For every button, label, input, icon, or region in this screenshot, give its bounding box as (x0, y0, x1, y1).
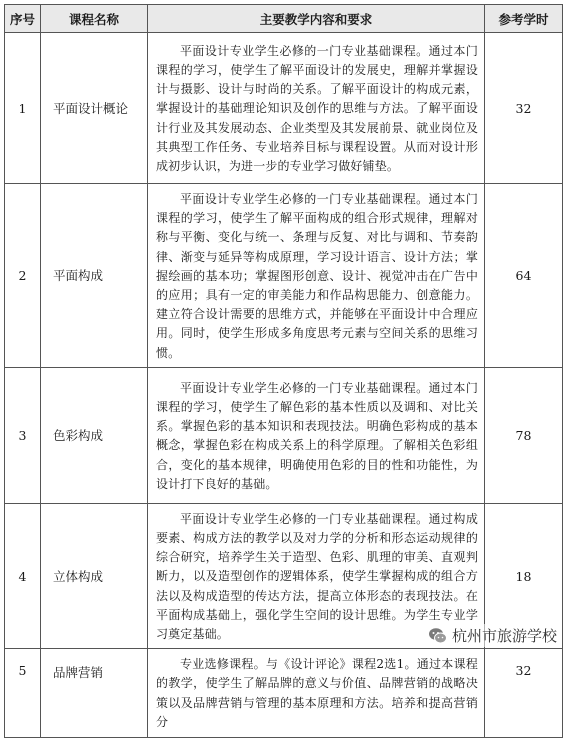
course-content: 专业选修课程。与《设计评论》课程2选1。通过本课程的教学，使学生了解品牌的意义与价值、品牌营销的战略决策以及品牌营销与管理的基本原理和方法。培养和提高营销分 (148, 649, 485, 738)
course-content: 平面设计专业学生必修的一门专业基础课程。通过构成要素、构成方法的教学以及对力学的分析和形态运动规律的综合研究，培养学生关于造型、色彩、肌理的审美、直观判断力，以及造型创作的逻辑体系，使学生掌握构成的组合方法以及构成造型的传达方法，提高立体形态的表现技法。在平面构成基础上，强化学生空间的设计思维。为学生专业学习奠定基础。 (148, 503, 485, 648)
course-index: 1 (5, 33, 41, 184)
table-header-row (5, 5, 563, 33)
header-index: 序号 (5, 5, 41, 33)
header-hours: 参考学时 (485, 5, 563, 33)
course-hours: 18 (485, 503, 563, 648)
course-content: 平面设计专业学生必修的一门专业基础课程。通过本门课程的学习，使学生了解平面构成的组合形式规律，理解对称与平衡、变化与统一、条理与反复、对比与调和、节奏韵律、渐变与延异等构成原理，学习设计语言、设计方法；掌握绘画的基本功；掌握图形创意、设计、视觉冲击在广告中的应用；具有一定的审美能力和作品构思能力、创意能力。建立符合设计需要的思维方式，并能够在平面设计中合理应用。同时，使学生形成多角度思考元素与空间关系的思维习惯。 (148, 184, 485, 368)
course-name: 色彩构成 (41, 367, 148, 503)
course-name: 平面构成 (41, 184, 148, 368)
course-hours: 78 (485, 367, 563, 503)
course-hours: 32 (485, 33, 563, 184)
course-content: 平面设计专业学生必修的一门专业基础课程。通过本门课程的学习，使学生了解色彩的基本性质以及调和、对比关系。掌握色彩的基本知识和表现技法。明确色彩构成的基本概念，掌握色彩在构成关系上的科学原理。了解相关色彩组合，变化的基本规律，明确使用色彩的目的性和功能性，为设计打下良好的基础。 (148, 367, 485, 503)
watermark-text: 杭州市旅游学校 (451, 627, 557, 645)
course-content: 平面设计专业学生必修的一门专业基础课程。通过本门课程的学习，使学生了解平面设计的发展史，理解并掌握设计与摄影、设计与时尚的关系。了解平面设计的构成元素，掌握设计的基础理论知识及创作的思维与方法。了解平面设计行业及其发展动态、企业类型及其发展前景、就业岗位及其典型工作任务、专业培养目标与课程设置。从而对设计形成初步认识，为进一步的专业学习做好铺垫。 (148, 33, 485, 184)
table-row (5, 649, 563, 738)
course-name: 平面设计概论 (41, 33, 148, 184)
header-content: 主要教学内容和要求 (148, 5, 485, 33)
table-row (5, 367, 563, 503)
course-name: 立体构成 (41, 503, 148, 648)
course-index: 4 (5, 503, 41, 648)
header-course-name: 课程名称 (41, 5, 148, 33)
course-hours: 64 (485, 184, 563, 368)
course-index: 5 (5, 649, 41, 738)
wechat-icon (428, 626, 448, 646)
course-index: 3 (5, 367, 41, 503)
course-name: 品牌营销 (41, 649, 148, 738)
table-row (5, 33, 563, 184)
table-row (5, 184, 563, 368)
course-hours: 32 (485, 649, 563, 738)
course-index: 2 (5, 184, 41, 368)
watermark (426, 624, 561, 647)
